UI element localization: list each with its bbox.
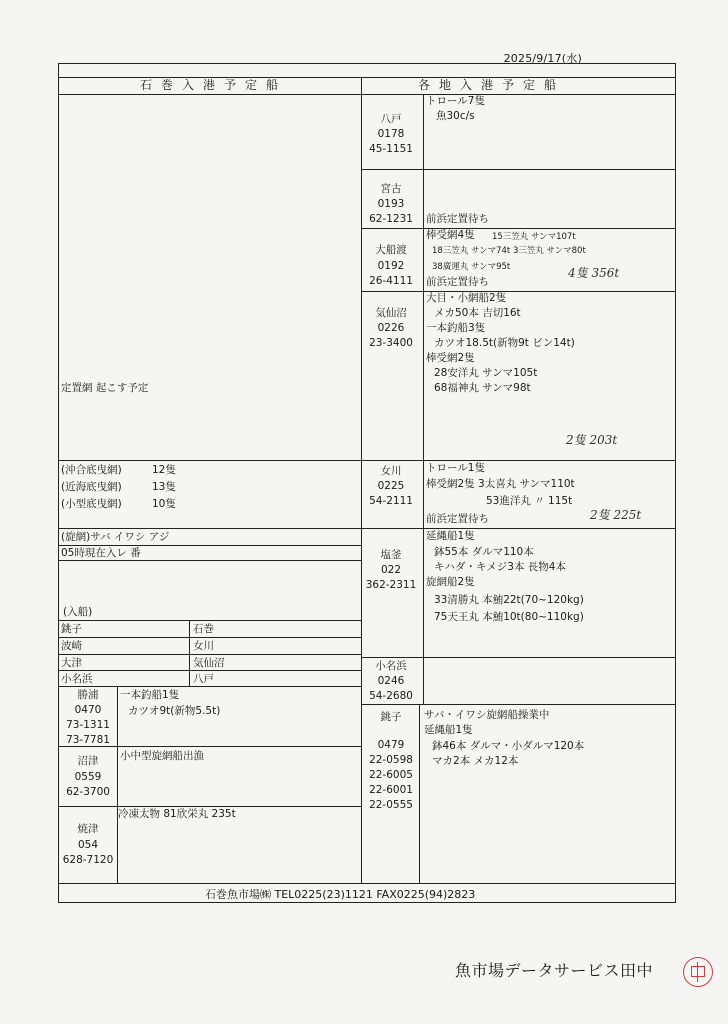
choshi-tel: 22-6001 [369, 784, 413, 796]
kesennuma-tel: 0226 [377, 322, 405, 334]
port-cell: 八戸 [193, 673, 214, 685]
choshi-line: マカ2本 メカ12本 [432, 755, 519, 767]
miyako-line: 前浜定置待ち [426, 213, 489, 225]
signature: 魚市場データサービス田中 [455, 961, 654, 980]
row-line [361, 169, 676, 170]
port-cell: 気仙沼 [193, 657, 225, 669]
onagawa-name: 女川 [380, 465, 402, 477]
row-line [58, 686, 361, 687]
row-line [361, 657, 676, 658]
kesennuma-handwritten-note: 2隻 203t [566, 433, 618, 447]
onagawa-tel: 0225 [377, 480, 405, 492]
katsuura-tel: 73-1311 [66, 719, 110, 731]
kesennuma-line: 68福神丸 サンマ98t [434, 382, 531, 394]
header-bottom-line [58, 94, 676, 95]
yaizu-line: 冷凍太物 81欣栄丸 235t [118, 808, 236, 820]
ofunato-line: 前浜定置待ち [426, 276, 489, 288]
row-line [361, 704, 676, 705]
port-cell: 女川 [193, 640, 214, 652]
trawl-name: (小型底曳網) [61, 498, 122, 510]
setchi-note: 定置網 起こす予定 [61, 382, 149, 394]
shiogama-name: 塩釜 [380, 549, 402, 561]
row-line [361, 291, 676, 292]
trawl-name: (沖合底曳網) [61, 464, 122, 476]
hachinohe-name: 八戸 [380, 113, 402, 125]
row-line [58, 560, 361, 561]
choshi-tel: 22-0598 [369, 754, 413, 766]
left-header: 石巻入港予定船 [140, 78, 288, 92]
katsuura-name: 勝浦 [77, 689, 99, 701]
ports-table-divider [189, 620, 190, 686]
report-date: 2025/9/17(水) [503, 52, 582, 65]
nyusen-heading: (入船) [63, 606, 93, 618]
shiogama-line: 75天王丸 本鮪10t(80~110kg) [434, 611, 584, 623]
numazu-name: 沼津 [77, 755, 99, 767]
kesennuma-line: 28安洋丸 サンマ105t [434, 367, 538, 379]
ofunato-line: 15三笠丸 サンマ107t [492, 232, 576, 242]
trawl-count: 13隻 [152, 481, 176, 493]
choshi-name: 銚子 [380, 711, 402, 723]
row-line [58, 620, 361, 621]
miyako-name: 宮古 [380, 183, 402, 195]
shiogama-line: 33清勝丸 本鮪22t(70~120kg) [434, 594, 584, 606]
row-line [58, 545, 361, 546]
shiogama-line: キハダ・キメジ3本 長物4本 [434, 561, 566, 573]
makiami-heading: (旋網)サバ イワシ アジ [61, 531, 170, 543]
katsuura-tel: 73-7781 [66, 734, 110, 746]
hachinohe-tel: 45-1151 [369, 143, 413, 155]
row-line [58, 528, 361, 529]
onagawa-line: 53進洋丸 〃 115t [486, 495, 573, 507]
hachinohe-line: 魚30c/s [436, 110, 475, 122]
numazu-line: 小中型旋網船出漁 [120, 750, 204, 762]
kesennuma-line: 一本釣船3隻 [426, 322, 486, 334]
kesennuma-line: カツオ18.5t(新物9t ビン14t) [434, 337, 575, 349]
kesennuma-name: 気仙沼 [375, 307, 407, 319]
yaizu-tel: 054 [77, 839, 99, 851]
shiogama-line: 延縄船1隻 [426, 530, 475, 542]
row-line [361, 228, 676, 229]
ofunato-handwritten-note: 4隻 356t [568, 266, 620, 280]
ofunato-tel: 0192 [377, 260, 405, 272]
ofunato-name: 大船渡 [375, 244, 407, 256]
footer-contact: 石巻魚市場㈱ TEL0225(23)1121 FAX0225(94)2823 [205, 888, 476, 901]
port-cell: 石巻 [193, 623, 214, 635]
trawl-count: 12隻 [152, 464, 176, 476]
kesennuma-line: 大目・小網船2隻 [426, 292, 507, 304]
port-cell: 小名浜 [61, 673, 93, 685]
row-line [361, 460, 676, 461]
shiogama-line: 鉢55本 ダルマ110本 [434, 546, 534, 558]
onahama-tel: 54-2680 [369, 690, 413, 702]
kesennuma-line: メカ50本 吉切16t [434, 307, 521, 319]
trawl-count: 10隻 [152, 498, 176, 510]
onagawa-line: 前浜定置待ち [426, 513, 489, 525]
ofunato-line: 18三笠丸 サンマ74t 3三笠丸 サンマ80t [432, 246, 586, 256]
ofunato-line: 38廣運丸 サンマ95t [432, 262, 511, 272]
kesennuma-tel: 23-3400 [369, 337, 413, 349]
choshi-line: サバ・イワシ旋網船操業中 [424, 709, 550, 721]
choshi-tel: 22-0555 [369, 799, 413, 811]
onagawa-line: 棒受網2隻 3太喜丸 サンマ110t [426, 478, 575, 490]
onagawa-tel: 54-2111 [369, 495, 413, 507]
footer-line [58, 883, 676, 884]
trawl-name: (近海底曳網) [61, 481, 122, 493]
katsuura-tel: 0470 [74, 704, 102, 716]
shiogama-tel: 362-2311 [365, 579, 417, 591]
row-line [58, 654, 361, 655]
row-line [58, 806, 361, 807]
shiogama-tel: 022 [380, 564, 402, 576]
yaizu-tel: 628-7120 [62, 854, 114, 866]
numazu-tel: 62-3700 [66, 786, 110, 798]
yaizu-name: 焼津 [77, 823, 99, 835]
red-seal-stamp [683, 957, 713, 987]
ofunato-tel: 26-4111 [369, 275, 413, 287]
row-line [361, 528, 676, 529]
miyako-tel: 62-1231 [369, 213, 413, 225]
onagawa-handwritten-note: 2隻 225t [590, 508, 642, 522]
choshi-tel: 22-6005 [369, 769, 413, 781]
katsuura-line: 一本釣船1隻 [120, 689, 180, 701]
entry-status: 05時現在入レ 番 [61, 547, 141, 559]
onagawa-line: トロール1隻 [426, 462, 485, 474]
right-header: 各地入港予定船 [418, 78, 566, 92]
shiogama-line: 旋網船2隻 [426, 576, 475, 588]
onahama-name: 小名浜 [375, 660, 407, 672]
row-line [58, 670, 361, 671]
port-cell: 波崎 [61, 640, 82, 652]
choshi-line: 延縄船1隻 [424, 724, 473, 736]
row-line [58, 637, 361, 638]
hachinohe-tel: 0178 [377, 128, 405, 140]
port-cell: 大津 [61, 657, 82, 669]
port-cell: 銚子 [61, 623, 82, 635]
ofunato-line: 棒受網4隻 [426, 229, 475, 241]
katsuura-line: カツオ9t(新物5.5t) [128, 705, 221, 717]
numazu-tel: 0559 [74, 771, 102, 783]
choshi-line: 鉢46本 ダルマ・小ダルマ120本 [432, 740, 585, 752]
onahama-tel: 0246 [377, 675, 405, 687]
right-port-divider [423, 94, 424, 704]
choshi-tel: 0479 [377, 739, 405, 751]
kesennuma-line: 棒受網2隻 [426, 352, 475, 364]
miyako-tel: 0193 [377, 198, 405, 210]
hachinohe-line: トロール7隻 [426, 95, 485, 107]
row-line [58, 460, 361, 461]
